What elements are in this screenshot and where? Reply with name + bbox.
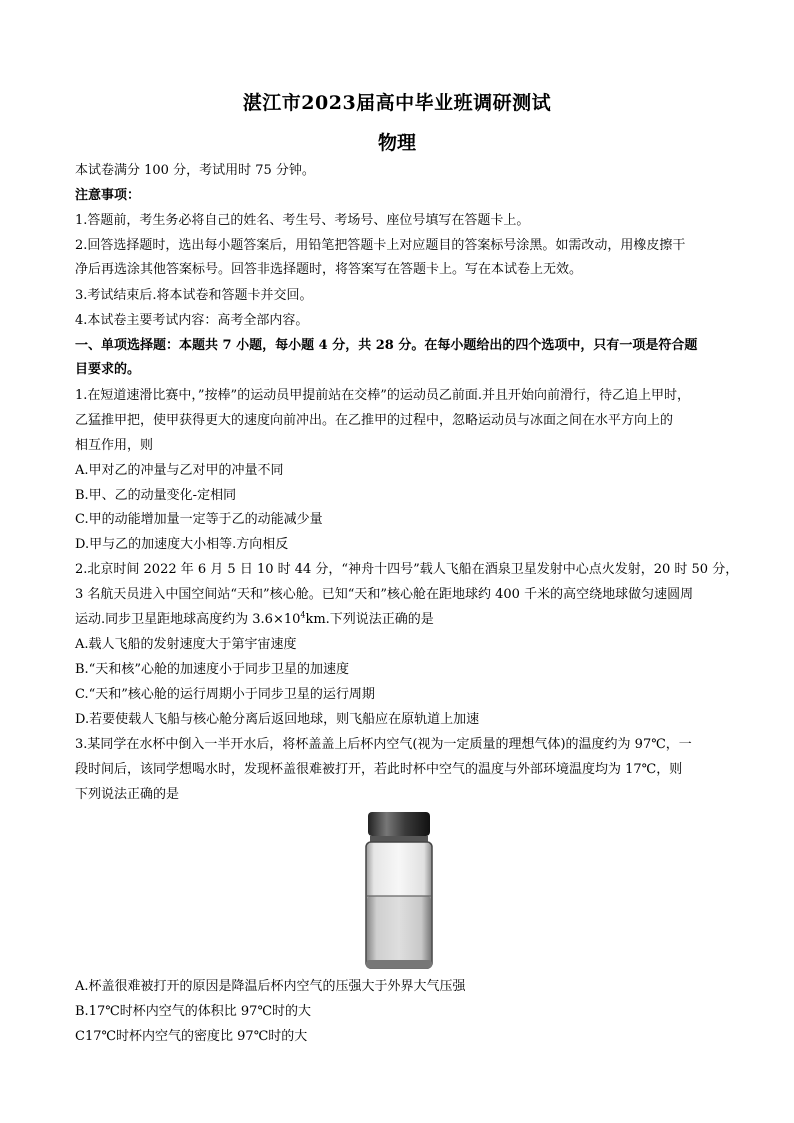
option-c: C17℃时杯内空气的密度比 97℃时的大 — [75, 1029, 308, 1044]
note-line: 3.考试结束后.将本试卷和答题卡并交回。 — [75, 288, 313, 303]
stem-text: km.下列说法正确的是 — [305, 612, 434, 627]
question-stem: 1.在短道速滑比赛中，”按棒”的运动员甲提前站在交棒”的运动员乙前面.并且开始向前滑行，待乙追上甲时， — [75, 388, 690, 403]
subject-title: 物理 — [377, 132, 416, 154]
question-stem: 3.某同学在水杯中倒入一半开水后，将杯盖盖上后杯内空气(视为一定质量的理想气体)的温度约为 97℃，一 — [75, 737, 692, 752]
option-b: B.甲、乙的动量变化-定相同 — [75, 488, 237, 503]
exponent: 4 — [300, 610, 306, 620]
section-heading-cont: 目要求的。 — [75, 362, 141, 377]
question-stem: 乙猛推甲把，使甲获得更大的速度向前冲出。在乙推甲的过程中，忽略运动员与冰面之间在水平方向上的 — [75, 413, 674, 428]
section-heading: 一、单项选择题：本题共 7 小题，每小题 4 分，共 28 分。在每小题给出的四个选项中，只有一项是符合题 — [75, 338, 698, 353]
note-line: 1.答题前，考生务必将自己的姓名、考生号、考场号、座位号填写在答题卡上。 — [75, 213, 530, 228]
option-c: C.“天和”核心舱的运行周期小于同步卫星的运行周期 — [75, 687, 375, 702]
note-line: 净后再选涂其他答案标号。回答非选择题时，将答案写在答题卡上。写在本试卷上无效。 — [75, 262, 583, 277]
jar-illustration — [362, 810, 436, 970]
water-jar-figure — [362, 810, 436, 970]
question-stem — [75, 612, 725, 628]
exam-info: 本试卷满分 100 分，考试用时 75 分钟。 — [75, 163, 315, 178]
notes-heading: 注意事项： — [75, 188, 141, 203]
option-d: D.甲与乙的加速度大小相等.方向相反 — [75, 537, 289, 552]
note-line: 4.本试卷主要考试内容：高考全部内容。 — [75, 313, 309, 328]
option-a: A.甲对乙的冲量与乙对甲的冲量不同 — [75, 463, 284, 478]
jar-water — [367, 896, 431, 967]
option-b: B.17℃时杯内空气的体积比 97℃时的大 — [75, 1004, 311, 1019]
question-stem: 3 名航天员进入中国空间站“天和”核心舱。已知“天和”核心舱在距地球约 400 千米的高空绕地球做匀速圆周 — [75, 587, 694, 602]
option-a: A.载人飞船的发射速度大于第宇宙速度 — [75, 637, 297, 652]
question-stem: 2.北京时间 2022 年 6 月 5 日 10 时 44 分，“神舟十四号”载人飞船在酒泉卫星发射中心点火发射，20 时 50 分， — [75, 562, 739, 577]
note-line: 2.回答选择题时，选出每小题答案后，用铅笔把答题卡上对应题目的答案标号涂黑。如需改动，用橡皮擦干 — [75, 238, 686, 253]
exam-title: 湛江市2023届高中毕业班调研测试 — [242, 92, 552, 114]
question-stem: 下列说法正确的是 — [75, 787, 180, 802]
jar-lid — [368, 812, 430, 836]
question-stem: 相互作用，则 — [75, 438, 154, 453]
option-d: D.若要使载人飞船与核心舱分离后返回地球，则飞船应在原轨道上加速 — [75, 712, 480, 727]
option-a: A.杯盖很难被打开的原因是降温后杯内空气的压强大于外界大气压强 — [75, 979, 466, 994]
question-stem: 段时间后，该同学想喝水时，发现杯盖很难被打开，若此时杯中空气的温度与外部环境温度均为 17℃，则 — [75, 762, 683, 777]
stem-text: 运动.同步卫星距地球高度约为 3.6×10 — [75, 612, 301, 627]
option-b: B.“天和核”心舱的加速度小于同步卫星的加速度 — [75, 662, 349, 677]
option-c: C.甲的动能增加量一定等于乙的动能减少量 — [75, 512, 323, 527]
